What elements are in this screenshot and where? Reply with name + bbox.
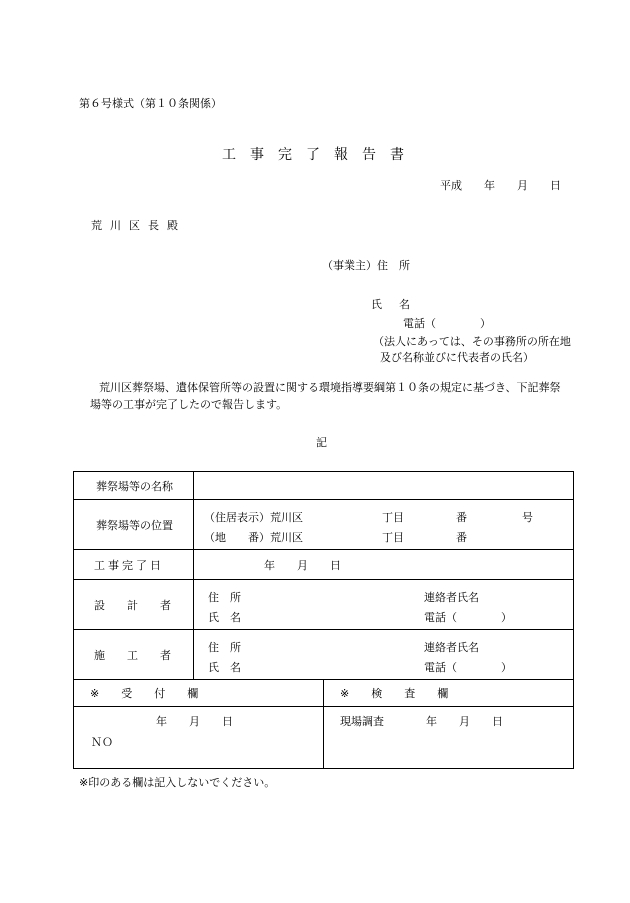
lot-number-label: （地 番）荒川区 xyxy=(204,530,303,544)
reception-field[interactable] xyxy=(74,707,324,769)
contractor-label-text: 施工者 xyxy=(94,648,193,662)
designer-phone-label: 電話（ ） xyxy=(424,610,512,624)
inspection-field[interactable] xyxy=(324,707,574,769)
reception-date: 年 月 日 xyxy=(156,715,233,728)
facility-name-label xyxy=(74,472,194,500)
designer-address-label: 住 所 xyxy=(208,590,241,604)
addressee: 荒川区長殿 xyxy=(91,219,186,232)
completion-date-field[interactable] xyxy=(194,550,574,580)
onsite-survey-label: 現場調査 xyxy=(340,715,384,728)
reception-no-label: ＮＯ xyxy=(91,736,113,749)
row-location xyxy=(74,500,574,550)
ki-label: 記 xyxy=(316,436,327,449)
contractor-phone-label: 電話（ ） xyxy=(424,660,512,674)
facility-name-label-text: 葬祭場等の名称 xyxy=(96,479,173,493)
ban-label-1: 番 xyxy=(456,510,467,524)
reception-header xyxy=(74,680,324,707)
applicant-note-line-1: （法人にあっては、その事務所の所在地 xyxy=(373,335,571,348)
reception-header-text: ※ 受 付 欄 xyxy=(90,687,199,700)
completion-date-value: 年 月 日 xyxy=(264,558,341,572)
contractor-contact-name-label: 連絡者氏名 xyxy=(424,640,479,654)
body-paragraph-line-2: 場等の工事が完了したので報告します。 xyxy=(90,398,288,411)
chome-label-1: 丁目 xyxy=(382,510,404,524)
contractor-label xyxy=(74,630,194,680)
row-office-use-fields xyxy=(74,707,574,769)
page-title: 工事完了報告書 xyxy=(222,147,418,163)
date-line: 平成 年 月 日 xyxy=(440,179,561,192)
chome-label-2: 丁目 xyxy=(382,530,404,544)
location-label-text: 葬祭場等の位置 xyxy=(96,518,173,532)
designer-name-label: 氏 名 xyxy=(208,610,241,624)
residence-display-label: （住居表示）荒川区 xyxy=(204,510,303,524)
go-label: 号 xyxy=(522,510,533,524)
contractor-name-label: 氏 名 xyxy=(208,660,241,674)
footer-note: ※印のある欄は記入しないでください。 xyxy=(79,776,276,789)
contractor-address-label: 住 所 xyxy=(208,640,241,654)
designer-label-text: 設計者 xyxy=(94,598,193,612)
row-contractor xyxy=(74,630,574,680)
completion-date-label xyxy=(74,550,194,580)
designer-label xyxy=(74,580,194,630)
inspection-header-text: ※ 検 査 欄 xyxy=(340,687,449,700)
completion-date-label-text: 工事完了日 xyxy=(94,558,164,572)
location-label xyxy=(74,500,194,550)
row-facility-name xyxy=(74,472,574,500)
applicant-name-label: 氏 名 xyxy=(371,298,413,311)
applicant-phone-label: 電話（ ） xyxy=(403,317,491,330)
designer-field[interactable] xyxy=(194,580,574,630)
row-designer xyxy=(74,580,574,630)
ban-label-2: 番 xyxy=(456,530,467,544)
applicant-note-line-2: 及び名称並びに代表者の氏名） xyxy=(380,351,534,364)
report-table xyxy=(73,471,574,769)
facility-name-field[interactable] xyxy=(194,472,574,500)
body-paragraph-line-1: 荒川区葬祭場、遺体保管所等の設置に関する環境指導要綱第１０条の規定に基づき、下記葬祭 xyxy=(99,381,561,394)
applicant-address-label: （事業主）住 所 xyxy=(322,259,410,272)
inspection-header xyxy=(324,680,574,707)
designer-contact-name-label: 連絡者氏名 xyxy=(424,590,479,604)
row-completion-date xyxy=(74,550,574,580)
form-number: 第６号様式（第１０条関係） xyxy=(79,97,222,110)
inspection-date: 年 月 日 xyxy=(426,715,503,728)
contractor-field[interactable] xyxy=(194,630,574,680)
row-office-use-headers xyxy=(74,680,574,707)
location-field[interactable] xyxy=(194,500,574,550)
